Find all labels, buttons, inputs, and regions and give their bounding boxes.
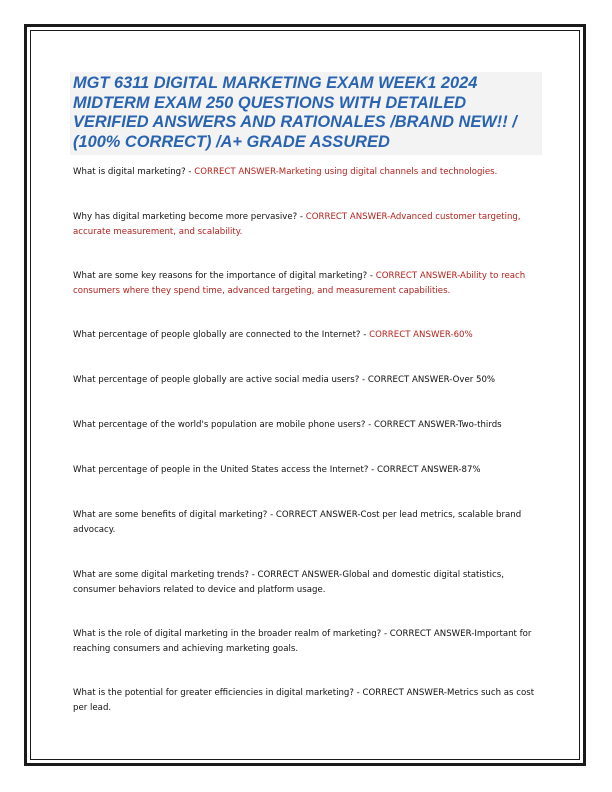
question-text: Why has digital marketing become more pervasive? - [73, 212, 306, 222]
answer-text: CORRECT ANSWER-Global and domestic digital statistics, consumer behaviors related to device and platform usage. [73, 570, 504, 595]
question-text: What are some key reasons for the importance of digital marketing? - [73, 271, 376, 281]
answer-text: CORRECT ANSWER-Two-thirds [374, 420, 502, 430]
qa-item [73, 418, 543, 433]
qa-item [73, 210, 543, 240]
qa-item [73, 568, 543, 598]
answer-text: CORRECT ANSWER-Marketing using digital channels and technologies. [194, 167, 498, 177]
question-text: What are some digital marketing trends? - [73, 570, 258, 580]
answer-text: CORRECT ANSWER-Advanced customer targeting, accurate measurement, and scalability. [73, 212, 521, 237]
question-text: What percentage of people globally are connected to the Internet? - [73, 330, 370, 340]
qa-item [73, 463, 543, 478]
answer-text: CORRECT ANSWER-60% [369, 330, 473, 340]
qa-item [73, 686, 543, 716]
question-text: What are some benefits of digital marketing? - [73, 510, 276, 520]
answer-text: CORRECT ANSWER-Metrics such as cost per lead. [73, 688, 535, 713]
answer-text: CORRECT ANSWER-Cost per lead metrics, scalable brand advocacy. [73, 510, 522, 535]
qa-item [73, 627, 543, 657]
answer-text: CORRECT ANSWER-Over 50% [367, 375, 496, 385]
answer-text: CORRECT ANSWER-87% [376, 465, 481, 475]
qa-item [73, 165, 543, 180]
question-text: What percentage of people globally are active social media users? - [73, 375, 368, 385]
qa-item [73, 508, 543, 538]
answer-text: CORRECT ANSWER-Important for reaching consumers and achieving marketing goals. [73, 629, 532, 654]
question-text: What is digital marketing? - [73, 167, 195, 177]
question-text: What is the role of digital marketing in the broader realm of marketing? - [73, 629, 390, 639]
qa-item [73, 328, 543, 343]
document-title: MGT 6311 DIGITAL MARKETING EXAM WEEK1 2024 MIDTERM EXAM 250 QUESTIONS WITH DETAILED VERIFIED ANSWERS AND RATIONALES /BRAND NEW!! / (100% CORRECT) /A+ GRADE ASSURED [73, 74, 517, 151]
answer-text: CORRECT ANSWER-Ability to reach consumers where they spend time, advanced targeting, and measurement capabilities. [73, 271, 526, 296]
question-text: What is the potential for greater efficiencies in digital marketing? - [73, 688, 363, 698]
qa-item [73, 373, 543, 388]
question-text: What percentage of people in the United States access the Internet? - [73, 465, 377, 475]
qa-item [73, 269, 543, 299]
question-text: What percentage of the world's population are mobile phone users? - [73, 420, 374, 430]
